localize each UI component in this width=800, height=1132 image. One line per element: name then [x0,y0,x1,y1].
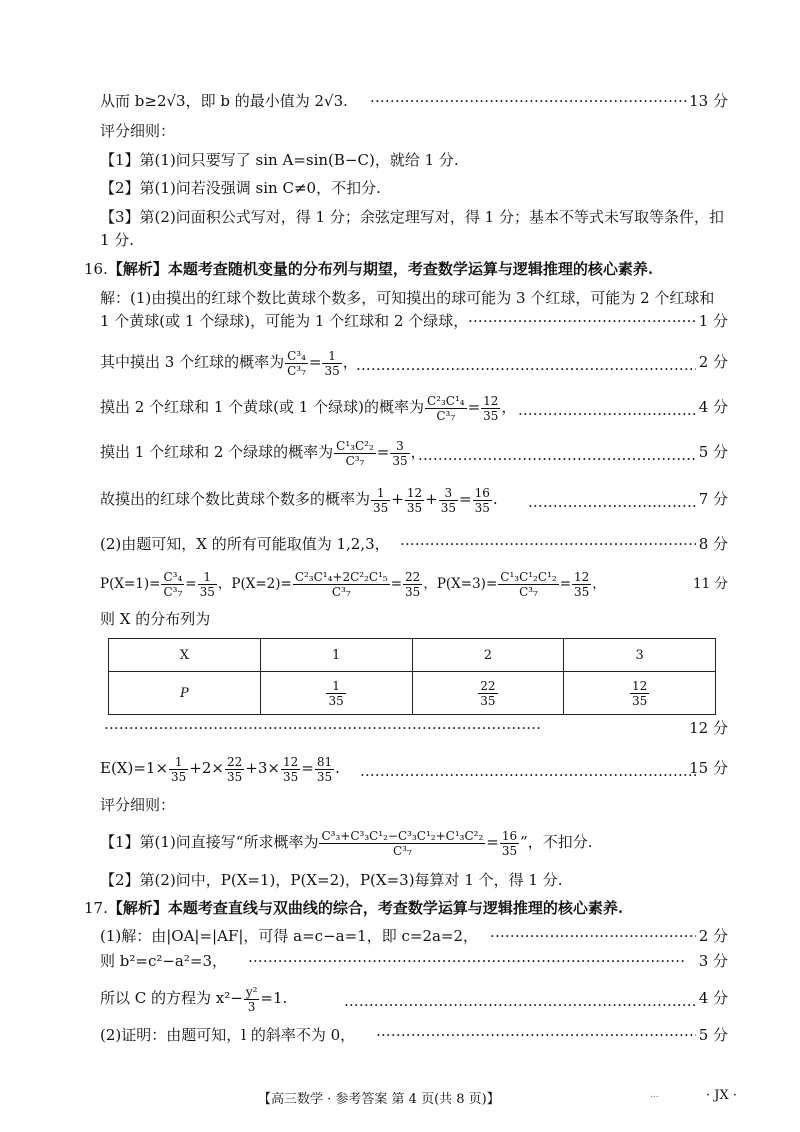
score: 4 分 [698,989,728,1007]
score: 5 分 [698,443,728,461]
text-line [100,229,728,251]
score: 15 分 [689,759,728,777]
text-line [100,608,728,630]
leader-dots [360,757,696,779]
score: 8 分 [698,535,728,553]
table-cell: 1 [260,639,412,672]
leader-dots [528,488,696,510]
line-text: 摸出 1 个红球和 2 个绿球的概率为 [100,443,334,461]
line-text: 从而 b≥2√3，即 b 的最小值为 2√3. [100,92,348,110]
fraction: $\frac{22}{35}$ [226,754,243,784]
score: 1 分 [698,312,728,330]
line-text: =1. [260,989,288,1007]
score: 12 分 [689,719,728,737]
fraction: $\frac{16}{35}$ [501,828,518,858]
fraction: $\frac{12}{35}$ [406,485,423,515]
question-number: 16. [84,260,108,278]
leader-dots [248,950,696,972]
text-line [100,925,728,947]
line-text: 【2】第(2)问中，P(X=1)，P(X=2)，P(X=3)每算对 1 个，得 1 分. [100,871,563,889]
table-cell: 2 [412,639,564,672]
fraction: $\frac{\text{C³₄}}{\text{C³₇}}$ [287,348,306,378]
line-text: 摸出 2 个红球和 1 个黄球(或 1 个绿球)的概率为 [100,398,424,416]
fraction: $\frac{12}{35}$ [483,393,499,423]
table-cell: X [109,639,261,672]
leader-dots [370,90,688,112]
footer-title: 【高三数学 · 参考答案 第 4 页(共 8 页)】 [258,1092,500,1107]
line-text: 【1】第(1)问直接写“所求概率为 [100,833,319,851]
fraction: $\frac{16}{35}$ [474,485,490,515]
text-line [100,533,728,555]
line-text: 解：(1)由摸出的红球个数比黄球个数多，可知摸出的球可能为 3 个红球，可能为 2 个红球和 [100,289,715,307]
line-text: 其中摸出 3 个红球的概率为 [100,353,285,371]
fraction: $\frac{\text{C²₃C¹₄}}{\text{C³₇}}$ [426,393,465,423]
line-text: 则 X 的分布列为 [100,610,211,628]
fraction: $\frac{12}{35}$ [282,754,299,784]
table-row [109,672,716,715]
text-line: 故摸出的红球个数比黄球个数多的概率为 $\frac{1}{35}$ + $\frac{12}{35}$ + $\frac{3}{35}$ = $\frac{16}{35}$ . ····· 7 分 [100,481,728,517]
fraction: $\frac{\text{C³₃+C³₃C¹₂−C³₃C¹₂+C¹₃C²₂}}{\text{C³₇}}$ [321,828,484,858]
question-heading [84,258,712,280]
line-text: ”，不扣分. [520,833,593,851]
text-line [100,310,728,332]
text-line [100,90,728,112]
fraction: $\frac{\text{C¹₃C²₂}}{\text{C³₇}}$ [336,438,374,468]
score: 7 分 [698,490,728,508]
table-row [109,639,716,672]
text-line [100,980,728,1016]
line-text: 所以 C 的方程为 x²− [100,989,243,1007]
fraction: $\frac{12}{35}$ [574,570,590,599]
text-line: E(X)=1× $\frac{1}{35}$ +2× $\frac{22}{35}$ +3× $\frac{12}{35}$ = $\frac{81}{35}$ . ····· 15 分 [100,750,728,786]
line-text: (1)解：由|OA|=|AF|，可得 a=c−a=1，即 c=2a=2， [100,927,479,945]
footer-mark: ... [650,1090,659,1100]
text-line: P(X=1)= $\frac{\text{C³₄}}{\text{C³₇}}$ = $\frac{1}{35}$ ，P(X=2)= $\frac{\text{C²₃C¹₄+2C²₂C¹₅}}{\text{C³₇}}$ = $\frac{22}{35}$ ，P(X=3)= $\frac{\text{C¹₃C¹₂C¹₂}}{\text{C³₇}}$ = $\frac{12}{35}$ ， 11 分 [100,566,728,602]
score: 13 分 [689,92,728,110]
line-text: (2)证明：由题可知，l 的斜率不为 0， [100,1026,356,1044]
leader-dots [468,310,696,332]
text-line: 摸出 1 个红球和 2 个绿球的概率为 $\frac{\text{C¹₃C²₂}}{\text{C³₇}}$ = $\frac{3}{35}$ ， ····· 5 分 [100,434,728,470]
fraction: $\frac{1}{35}$ [324,348,340,378]
score: 2 分 [698,353,728,371]
text-line [100,794,728,816]
text-line [100,287,728,309]
distribution-table [108,638,716,715]
fraction: $\frac{1}{35}$ [199,570,215,599]
question-number: 17. [84,899,108,917]
question-heading [84,897,712,919]
leader-dots [418,441,696,463]
text-line [100,206,728,228]
line-text: 1 分. [100,231,135,249]
leader-dots [344,987,696,1009]
fraction: $\frac{3}{35}$ [392,438,408,468]
text-line [100,950,728,972]
leader-dots [356,351,696,373]
line-text: 1 个黄球(或 1 个绿球)，可能为 1 个红球和 2 个绿球， [100,312,469,330]
line-text: (2)由题可知，X 的所有可能取值为 1,2,3， [100,535,390,553]
text-line [100,149,728,171]
line-text: 【2】第(1)问若没强调 sin C≠0，不扣分. [100,179,381,197]
text-line [100,177,728,199]
table-cell: P [109,672,261,715]
fraction: $\frac{\text{C²₃C¹₄+2C²₂C¹₅}}{\text{C³₇}}$ [294,570,388,599]
score: 5 分 [698,1026,728,1044]
fraction: $\frac{1}{35}$ [373,485,389,515]
table-cell: $\frac{22}{35}$ [412,672,564,715]
fraction: $\frac{1}{35}$ [171,754,187,784]
leader-dots [490,925,696,947]
leader-dots [376,1024,696,1046]
line-text: 【1】第(1)问只要写了 sin A=sin(B−C)，就给 1 分. [100,151,459,169]
score: 3 分 [698,952,728,970]
text-line: 其中摸出 3 个红球的概率为 $\frac{\text{C³₄}}{\text{C³₇}}$ = $\frac{1}{35}$ ， ····· 2 分 [100,344,728,380]
footer-code: · JX · [706,1088,737,1103]
leader-dots [518,396,696,418]
question-title: 【解析】本题考查直线与双曲线的综合，考查数学运算与逻辑推理的核心素养. [107,899,624,917]
leader-dots [104,717,696,739]
score: 4 分 [698,398,728,416]
table-cell: 3 [564,639,716,672]
fraction: $\frac{22}{35}$ [405,570,421,599]
line-text: 【3】第(2)问面积公式写对，得 1 分；余弦定理写对，得 1 分；基本不等式未写取等条件，扣 [100,208,724,226]
fraction: $\frac{3}{35}$ [440,485,457,515]
line-text: 则 b²=c²−a²=3， [100,952,228,970]
fraction: $\frac{81}{35}$ [316,754,333,784]
fraction: $\frac{\text{C¹₃C¹₂C¹₂}}{\text{C³₇}}$ [500,570,557,599]
table-cell: $\frac{12}{35}$ [564,672,716,715]
text-line [100,869,728,891]
fraction: $\frac{\text{y²}}{3}$ [245,984,258,1014]
text-line [100,120,728,142]
score: 2 分 [698,927,728,945]
line-text: 故摸出的红球个数比黄球个数多的概率为 [100,490,371,508]
fraction: $\frac{\text{C³₄}}{\text{C³₇}}$ [163,570,183,599]
text-line [100,1024,728,1046]
text-line: 【1】第(1)问直接写“所求概率为 $\frac{\text{C³₃+C³₃C¹₂−C³₃C¹₂+C¹₃C²₂}}{\text{C³₇}}$ = $\frac{16}{35}$ ”，不扣分. [100,828,593,858]
line-text: 评分细则： [100,122,176,140]
table-cell: $\frac{1}{35}$ [260,672,412,715]
text-line: 摸出 2 个红球和 1 个黄球(或 1 个绿球)的概率为 $\frac{\text{C²₃C¹₄}}{\text{C³₇}}$ = $\frac{12}{35}$ ， ····· 4 分 [100,389,728,425]
question-title: 【解析】本题考查随机变量的分布列与期望，考查数学运算与逻辑推理的核心素养. [107,260,654,278]
leader-dots [400,533,696,555]
score: 11 分 [693,576,728,592]
line-text: 评分细则： [100,796,176,814]
